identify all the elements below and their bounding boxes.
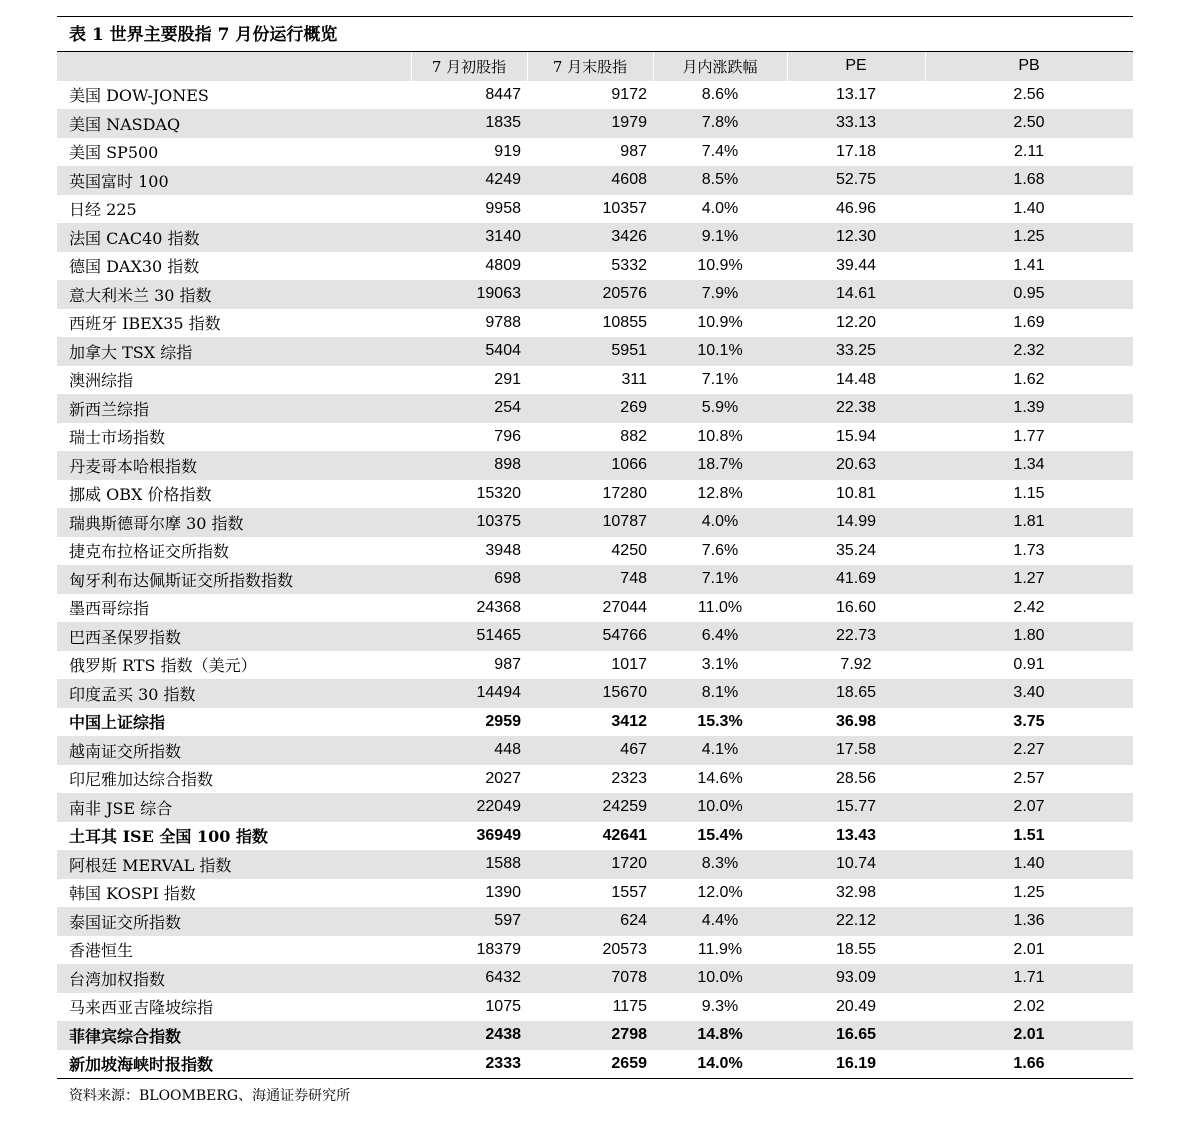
cell-start-value: 2959: [485, 712, 521, 730]
cell-pe: 22.38: [787, 394, 925, 423]
cell-start-value: 15320: [476, 484, 521, 502]
cell-pb: 1.69: [1013, 313, 1045, 331]
cell-pb: 2.56: [1013, 85, 1045, 103]
table-row: [57, 850, 1133, 879]
cell-end-value: 987: [620, 142, 647, 160]
cell-pe: 52.75: [787, 166, 925, 195]
cell-start-value: 24368: [476, 598, 521, 616]
cell-pb: 0.91: [1013, 655, 1045, 673]
cell-end-value: 2323: [611, 769, 647, 787]
cell-index-name: 澳洲综指: [69, 371, 134, 391]
cell-start-value: 698: [411, 565, 527, 594]
cell-pe: 10.74: [787, 850, 925, 879]
table-row: [57, 451, 1133, 480]
cell-pb: 0.95: [925, 280, 1133, 309]
cell-start-value: 1075: [485, 997, 521, 1015]
cell-pb: 2.32: [925, 337, 1133, 366]
cell-pe: 14.99: [787, 508, 925, 537]
cell-end-value: 467: [527, 736, 653, 765]
cell-index-name: 菲律宾综合指数: [57, 1021, 411, 1050]
cell-pb: 1.36: [925, 907, 1133, 936]
source-note: 资料来源：BLOOMBERG、海通证券研究所: [69, 1088, 351, 1104]
table-row: [57, 423, 1133, 452]
cell-pe: 35.24: [835, 541, 877, 559]
cell-change: 15.3%: [697, 712, 743, 730]
cell-pb: 1.62: [1013, 370, 1045, 388]
table-row: [57, 594, 1133, 623]
cell-pb: 2.01: [1013, 940, 1045, 958]
cell-end-value: 1979: [527, 109, 653, 138]
cell-pb: 2.01: [925, 1021, 1133, 1050]
cell-end-value: 42641: [602, 826, 647, 844]
cell-change: 14.6%: [697, 769, 743, 787]
cell-index-name: 马来西亚吉隆坡综指: [69, 998, 214, 1018]
cell-change: 14.8%: [653, 1021, 787, 1050]
cell-start-value: 1390: [485, 883, 521, 901]
table-row: [57, 337, 1133, 366]
cell-index-name: 英国富时 100: [57, 166, 411, 195]
cell-start-value: 2333: [485, 1054, 521, 1072]
cell-pb: 1.39: [925, 394, 1133, 423]
cell-change: 7.4%: [701, 142, 739, 160]
cell-end-value: 2798: [527, 1021, 653, 1050]
cell-start-value: 4249: [411, 166, 527, 195]
header-end: 7 月末股指: [527, 52, 653, 81]
cell-pe: 33.25: [787, 337, 925, 366]
table-row: [57, 366, 1133, 395]
cell-pe: 16.60: [835, 598, 877, 616]
cell-index-name: 挪威 OBX 价格指数: [69, 485, 212, 505]
cell-pe: 28.56: [835, 769, 877, 787]
cell-pe: 18.65: [787, 679, 925, 708]
cell-pb: 2.27: [925, 736, 1133, 765]
cell-index-name: 香港恒生: [69, 941, 134, 961]
cell-end-value: 3412: [611, 712, 647, 730]
cell-start-value: 10375: [411, 508, 527, 537]
cell-start-value: 14494: [411, 679, 527, 708]
cell-index-name: 美国 DOW-JONES: [69, 86, 209, 106]
table-figure: [57, 16, 1133, 1105]
cell-start-value: 4809: [485, 256, 521, 274]
cell-index-name: 匈牙利布达佩斯证交所指数指数: [57, 565, 411, 594]
cell-pb: 1.68: [925, 166, 1133, 195]
cell-change: 10.0%: [653, 964, 787, 993]
cell-index-name: 中国上证综指: [69, 713, 166, 733]
cell-pe: 17.18: [835, 142, 877, 160]
cell-pe: 22.12: [787, 907, 925, 936]
cell-index-name: 土耳其 ISE 全国 100 指数: [69, 827, 268, 847]
cell-end-value: 3426: [527, 223, 653, 252]
cell-index-name: 印尼雅加达综合指数: [69, 770, 214, 790]
cell-change: 10.9%: [697, 313, 743, 331]
cell-start-value: 36949: [476, 826, 521, 844]
table-row: [57, 195, 1133, 224]
cell-index-name: 美国 NASDAQ: [57, 109, 411, 138]
cell-pb: 1.15: [1013, 484, 1045, 502]
cell-index-name: 南非 JSE 综合: [57, 793, 411, 822]
header-change: 月内涨跌幅: [653, 52, 787, 81]
table-row: [57, 166, 1133, 195]
cell-change: 8.5%: [653, 166, 787, 195]
cell-change: 7.8%: [653, 109, 787, 138]
header-row: [57, 52, 1133, 81]
table-title: 表 1 世界主要股指 7 月份运行概览: [69, 25, 338, 45]
cell-start-value: 1588: [411, 850, 527, 879]
cell-index-name: 瑞士市场指数: [69, 428, 166, 448]
cell-start-value: 254: [411, 394, 527, 423]
table-row: [57, 138, 1133, 167]
cell-pe: 46.96: [835, 199, 877, 217]
cell-pb: 1.81: [925, 508, 1133, 537]
table-row: [57, 508, 1133, 537]
cell-end-value: 624: [527, 907, 653, 936]
cell-pe: 41.69: [787, 565, 925, 594]
cell-index-name: 俄罗斯 RTS 指数（美元）: [69, 656, 257, 676]
cell-pb: 1.77: [1013, 427, 1045, 445]
cell-change: 7.6%: [701, 541, 739, 559]
cell-pe: 20.63: [787, 451, 925, 480]
cell-pb: 1.80: [925, 622, 1133, 651]
cell-end-value: 7078: [527, 964, 653, 993]
cell-start-value: 291: [494, 370, 521, 388]
cell-change: 8.6%: [701, 85, 739, 103]
cell-change: 7.1%: [653, 565, 787, 594]
cell-pe: 33.13: [787, 109, 925, 138]
cell-index-name: 墨西哥综指: [69, 599, 150, 619]
table-row: [57, 537, 1133, 566]
cell-pe: 10.81: [835, 484, 877, 502]
cell-end-value: 5951: [527, 337, 653, 366]
cell-end-value: 748: [527, 565, 653, 594]
table-row: [57, 679, 1133, 708]
cell-pb: 1.27: [925, 565, 1133, 594]
table-row: [57, 708, 1133, 737]
cell-index-name: 泰国证交所指数: [57, 907, 411, 936]
cell-pe: 12.30: [787, 223, 925, 252]
cell-index-name: 法国 CAC40 指数: [57, 223, 411, 252]
cell-pe: 17.58: [787, 736, 925, 765]
cell-pe: 13.43: [835, 826, 877, 844]
table-row: [57, 964, 1133, 993]
cell-pe: 18.55: [835, 940, 877, 958]
cell-change: 10.9%: [697, 256, 743, 274]
cell-pb: 3.75: [1013, 712, 1045, 730]
cell-pe: 14.61: [787, 280, 925, 309]
header-pb: PB: [925, 52, 1133, 81]
cell-pe: 36.98: [835, 712, 877, 730]
cell-change: 4.0%: [653, 508, 787, 537]
cell-index-name: 台湾加权指数: [57, 964, 411, 993]
table-row: [57, 1050, 1133, 1079]
table-row: [57, 822, 1133, 851]
cell-index-name: 丹麦哥本哈根指数: [57, 451, 411, 480]
cell-change: 9.3%: [701, 997, 739, 1015]
cell-pe: 22.73: [787, 622, 925, 651]
cell-end-value: 15670: [527, 679, 653, 708]
cell-index-name: 西班牙 IBEX35 指数: [69, 314, 221, 334]
cell-pb: 1.51: [1013, 826, 1045, 844]
cell-change: 11.9%: [697, 940, 743, 958]
cell-change: 8.3%: [653, 850, 787, 879]
cell-start-value: 919: [494, 142, 521, 160]
cell-end-value: 4250: [611, 541, 647, 559]
cell-start-value: 18379: [476, 940, 521, 958]
cell-end-value: 1175: [612, 997, 647, 1015]
table-row: [57, 936, 1133, 965]
cell-pb: 1.40: [1013, 199, 1045, 217]
cell-start-value: 9958: [485, 199, 521, 217]
cell-change: 18.7%: [653, 451, 787, 480]
cell-pb: 2.42: [1013, 598, 1045, 616]
cell-index-name: 日经 225: [69, 200, 137, 220]
cell-end-value: 27044: [602, 598, 647, 616]
cell-pb: 1.25: [925, 223, 1133, 252]
cell-start-value: 6432: [411, 964, 527, 993]
cell-start-value: 1835: [411, 109, 527, 138]
header-name: [57, 52, 411, 81]
table-row: [57, 81, 1133, 110]
cell-end-value: 4608: [527, 166, 653, 195]
cell-change: 12.8%: [697, 484, 743, 502]
cell-end-value: 5332: [611, 256, 647, 274]
table-row: [57, 565, 1133, 594]
cell-index-name: 巴西圣保罗指数: [57, 622, 411, 651]
cell-pe: 93.09: [787, 964, 925, 993]
cell-pb: 2.11: [1014, 142, 1044, 160]
cell-change: 15.4%: [697, 826, 743, 844]
cell-pe: 14.48: [835, 370, 877, 388]
cell-pe: 15.94: [835, 427, 877, 445]
cell-change: 7.1%: [701, 370, 739, 388]
cell-index-name: 越南证交所指数: [57, 736, 411, 765]
cell-start-value: 597: [411, 907, 527, 936]
table-row: [57, 1021, 1133, 1050]
cell-index-name: 瑞典斯德哥尔摩 30 指数: [57, 508, 411, 537]
cell-start-value: 987: [494, 655, 521, 673]
cell-start-value: 448: [411, 736, 527, 765]
cell-change: 4.0%: [701, 199, 739, 217]
cell-pb: 2.57: [1013, 769, 1045, 787]
table-row: [57, 252, 1133, 281]
table-row: [57, 480, 1133, 509]
cell-start-value: 19063: [411, 280, 527, 309]
cell-end-value: 1557: [611, 883, 647, 901]
cell-end-value: 9172: [611, 85, 647, 103]
cell-end-value: 24259: [527, 793, 653, 822]
cell-change: 9.1%: [653, 223, 787, 252]
cell-index-name: 捷克布拉格证交所指数: [69, 542, 230, 562]
cell-pb: 1.34: [925, 451, 1133, 480]
index-table: [57, 52, 1134, 1078]
cell-pb: 1.25: [1013, 883, 1045, 901]
cell-pb: 1.71: [925, 964, 1133, 993]
cell-end-value: 10787: [527, 508, 653, 537]
cell-index-name: 韩国 KOSPI 指数: [69, 884, 196, 904]
table-row: [57, 309, 1133, 338]
cell-change: 12.0%: [697, 883, 743, 901]
cell-start-value: 898: [411, 451, 527, 480]
cell-change: 8.1%: [653, 679, 787, 708]
cell-end-value: 1720: [527, 850, 653, 879]
cell-end-value: 10357: [602, 199, 647, 217]
cell-start-value: 3140: [411, 223, 527, 252]
cell-index-name: 阿根廷 MERVAL 指数: [57, 850, 411, 879]
cell-index-name: 印度孟买 30 指数: [57, 679, 411, 708]
cell-start-value: 22049: [411, 793, 527, 822]
cell-end-value: 2659: [611, 1054, 647, 1072]
cell-change: 11.0%: [697, 598, 743, 616]
cell-start-value: 51465: [411, 622, 527, 651]
table-row: [57, 223, 1133, 252]
table-row: [57, 907, 1133, 936]
cell-start-value: 2027: [485, 769, 521, 787]
cell-index-name: 新西兰综指: [57, 394, 411, 423]
cell-change: 10.1%: [653, 337, 787, 366]
cell-end-value: 20576: [527, 280, 653, 309]
table-row: [57, 622, 1133, 651]
table-row: [57, 879, 1133, 908]
table-row: [57, 109, 1133, 138]
table-row: [57, 394, 1133, 423]
cell-start-value: 796: [494, 427, 521, 445]
table-body: [57, 81, 1133, 1079]
cell-end-value: 882: [620, 427, 647, 445]
cell-pb: 1.66: [1013, 1054, 1045, 1072]
cell-index-name: 意大利米兰 30 指数: [57, 280, 411, 309]
cell-change: 3.1%: [701, 655, 739, 673]
table-row: [57, 793, 1133, 822]
cell-pe: 13.17: [835, 85, 877, 103]
cell-pb: 2.50: [925, 109, 1133, 138]
cell-start-value: 2438: [411, 1021, 527, 1050]
cell-end-value: 10855: [602, 313, 647, 331]
cell-change: 10.0%: [653, 793, 787, 822]
cell-end-value: 269: [527, 394, 653, 423]
table-row: [57, 736, 1133, 765]
table-row: [57, 993, 1133, 1022]
cell-pb: 1.41: [1013, 256, 1045, 274]
cell-pe: 12.20: [835, 313, 877, 331]
cell-index-name: 德国 DAX30 指数: [69, 257, 200, 277]
cell-pe: 20.49: [835, 997, 877, 1015]
cell-end-value: 17280: [602, 484, 647, 502]
cell-start-value: 8447: [485, 85, 521, 103]
cell-pb: 2.07: [925, 793, 1133, 822]
cell-start-value: 3948: [485, 541, 521, 559]
cell-end-value: 20573: [602, 940, 647, 958]
cell-pe: 15.77: [787, 793, 925, 822]
cell-end-value: 1066: [527, 451, 653, 480]
cell-change: 4.1%: [653, 736, 787, 765]
cell-pb: 1.40: [925, 850, 1133, 879]
bottom-rule: [57, 1078, 1133, 1079]
cell-change: 14.0%: [697, 1054, 743, 1072]
cell-change: 5.9%: [653, 394, 787, 423]
cell-change: 6.4%: [653, 622, 787, 651]
cell-pb: 1.73: [1013, 541, 1045, 559]
cell-pe: 16.65: [787, 1021, 925, 1050]
cell-change: 4.4%: [653, 907, 787, 936]
cell-pe: 16.19: [835, 1054, 877, 1072]
cell-change: 10.8%: [697, 427, 743, 445]
cell-pe: 32.98: [835, 883, 877, 901]
header-start: 7 月初股指: [411, 52, 527, 81]
cell-start-value: 5404: [411, 337, 527, 366]
table-row: [57, 651, 1133, 680]
table-row: [57, 765, 1133, 794]
table-row: [57, 280, 1133, 309]
cell-end-value: 1017: [611, 655, 647, 673]
cell-change: 7.9%: [653, 280, 787, 309]
cell-end-value: 311: [621, 370, 647, 388]
cell-pb: 2.02: [1013, 997, 1045, 1015]
cell-end-value: 54766: [527, 622, 653, 651]
cell-index-name: 加拿大 TSX 综指: [57, 337, 411, 366]
cell-pe: 39.44: [835, 256, 877, 274]
cell-pb: 3.40: [925, 679, 1133, 708]
header-pe: PE: [787, 52, 925, 81]
cell-start-value: 9788: [485, 313, 521, 331]
cell-index-name: 美国 SP500: [69, 143, 159, 163]
cell-index-name: 新加坡海峡时报指数: [69, 1055, 214, 1075]
cell-pe: 7.92: [840, 655, 872, 673]
